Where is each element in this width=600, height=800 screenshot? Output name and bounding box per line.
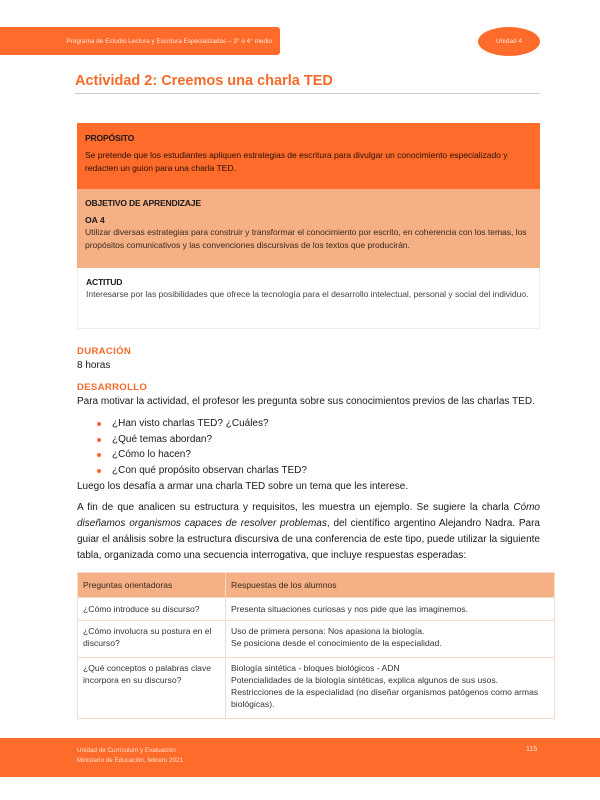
duration-label: DURACIÓN: [77, 346, 132, 357]
purpose-box: [77, 123, 540, 189]
list-item: ¿Cómo lo hacen?: [97, 447, 307, 463]
list-item: ¿Qué temas abordan?: [97, 432, 307, 448]
example-text-start: A fin de que analicen su estructura y requisitos, les muestra un ejemplo. Se sugiere la charla: [77, 502, 514, 513]
table-row: [78, 598, 555, 621]
bullet-icon: [97, 469, 101, 473]
duration-value: 8 horas: [77, 360, 111, 371]
column-header-questions: Preguntas orientadoras: [78, 573, 226, 598]
activity-title: Actividad 2: Creemos una charla TED: [75, 72, 540, 94]
attitude-heading: ACTITUD: [86, 277, 123, 287]
list-item: ¿Han visto charlas TED? ¿Cuáles?: [97, 416, 307, 432]
objective-code: OA 4: [85, 215, 105, 225]
unit-badge: [478, 27, 540, 56]
program-name: Programa de Estudio Lectura y Escritura Especializadas – 3° o 4° medio: [66, 37, 272, 45]
footer-unit: Unidad de Currículum y Evaluación: [77, 747, 176, 754]
footer-credits: [77, 746, 183, 765]
guiding-questions-table: [77, 572, 555, 719]
purpose-text: Se pretende que los estudiantes apliquen estrategias de escritura para divulgar un conocimiento especializado y redacten un guion para una charla TED.: [85, 150, 508, 173]
example-paragraph: [77, 500, 540, 564]
attitude-text: Interesarse por las posibilidades que ofrece la tecnología para el desarrollo intelectual, personal y social del individuo.: [86, 289, 529, 299]
answer-cell: Presenta situaciones curiosas y nos pide que las imaginemos.: [226, 598, 555, 621]
list-item: ¿Con qué propósito observan charlas TED?: [97, 463, 307, 479]
objective-box: [77, 189, 540, 268]
column-header-answers: Respuestas de los alumnos: [226, 573, 555, 598]
table-header-row: [78, 573, 555, 598]
example-text-end: , del científico argentino Alejandro Nadra. Para guiar el análisis sobre la estructura discursiva de una conferencia de este tipo, puede utilizar la siguiente tabla, organizada como una secuencia interrogativa, que incluye respuestas esperadas:: [77, 518, 540, 561]
page-number: 115: [526, 746, 538, 753]
program-header-bar: [0, 27, 280, 55]
bullet-icon: [97, 422, 101, 426]
footer-bar: [0, 738, 600, 777]
attitude-box: [77, 268, 540, 329]
question-cell: ¿Qué conceptos o palabras clave incorpora en su discurso?: [78, 658, 226, 719]
motivation-questions-list: [97, 416, 307, 478]
question-cell: ¿Cómo involucra su postura en el discurso?: [78, 621, 226, 658]
objective-text: Utilizar diversas estrategias para construir y transformar el conocimiento por escrito, en coherencia con los temas, los propósitos comunicativos y las convenciones discursivas de los textos que producirán.: [85, 227, 527, 250]
question-cell: ¿Cómo introduce su discurso?: [78, 598, 226, 621]
bullet-icon: [97, 453, 101, 457]
bullet-icon: [97, 438, 101, 442]
objective-heading: OBJETIVO DE APRENDIZAJE: [85, 198, 201, 208]
unit-label: Unidad 4: [495, 38, 523, 45]
development-intro: Para motivar la actividad, el profesor les pregunta sobre sus conocimientos previos de las charlas TED.: [77, 396, 535, 407]
purpose-heading: PROPÓSITO: [85, 133, 135, 143]
development-label: DESARROLLO: [77, 382, 148, 393]
table-row: [78, 621, 555, 658]
table-row: [78, 658, 555, 719]
answer-cell: Biología sintética - bloques biológicos - ADN Potencialidades de la biología sintéticas, explica algunos de sus usos. Restricciones de la especialidad (no diseñar organismos patógenos como armas biológicas).: [226, 658, 555, 719]
footer-ministry: Ministerio de Educación, febrero 2021: [77, 756, 184, 764]
talk-title: Cómo diseñamos organismos capaces de resolver problemas: [77, 502, 540, 529]
answer-cell: Uso de primera persona: Nos apasiona la biología. Se posiciona desde el conocimiento de la especialidad.: [226, 621, 555, 658]
challenge-text: Luego los desafía a armar una charla TED sobre un tema que les interese.: [77, 481, 409, 492]
